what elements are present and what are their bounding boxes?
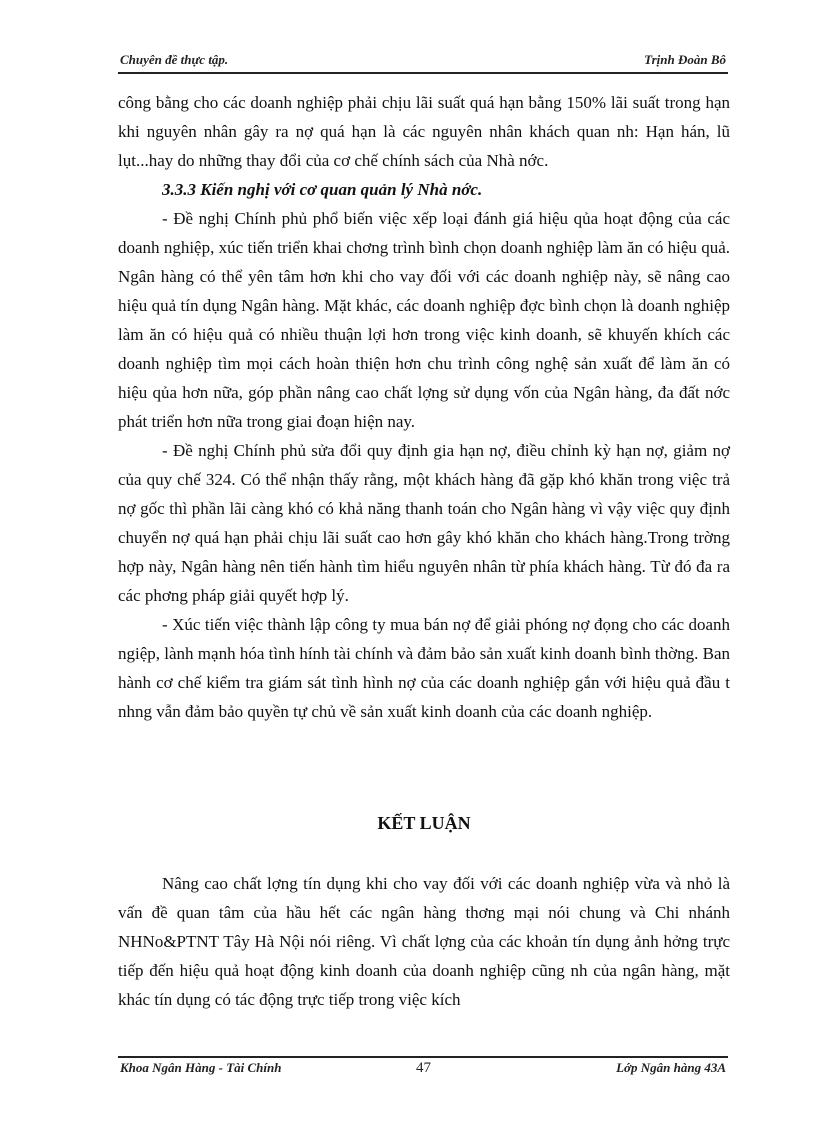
footer-right-text: Lớp Ngân hàng 43A [616,1060,726,1075]
page-footer [118,1056,728,1080]
paragraph-2: - Đề nghị Chính phủ phổ biến việc xếp loại đánh giá hiệu qủa hoạt động của các doanh nghiệp, xúc tiến triển khai chơng trình bình chọn doanh nghiệp làm ăn có hiệu quả. Ngân hàng có thể yên tâm hơn khi cho vay đối với các doanh nghiệp này, sẽ nâng cao hiệu quả tín dụng Ngân hàng. Mặt khác, các doanh nghiệp đợc bình chọn là doanh nghiệp làm ăn có hiệu quả có nhiều thuận lợi hơn trong việc kinh doanh, sẽ khuyến khích các doanh nghiệp tìm mọi cách hoàn thiện hơn chu trình công nghệ sản xuất để làm ăn có hiệu qủa hơn nữa, góp phần nâng cao chất lợng sử dụng vốn của Ngân hàng, đa đất nớc phát triển hơn nữa trong giai đoạn hiện nay. [118,209,730,431]
footer-left-text: Khoa Ngân Hàng - Tài Chính [120,1060,282,1075]
paragraph-3: - Đề nghị Chính phủ sửa đổi quy định gia hạn nợ, điều chỉnh kỳ hạn nợ, giảm nợ của quy chế 324. Có thể nhận thấy rằng, một khách hàng đã gặp khó khăn trong việc trả nợ gốc thì phần lãi càng khó có khả năng thanh toán cho Ngân hàng vì vậy việc quy định chuyển nợ quá hạn phải chịu lãi suất cao hơn gây khó khăn cho khách hàng.Trong trờng hợp này, Ngân hàng nên tiến hành tìm hiểu nguyên nhân từ phía khách hàng. Từ đó đa ra các phơng pháp giải quyết hợp lý. [118,441,730,605]
page-content [118,88,730,1014]
paragraph-1: công bằng cho các doanh nghiệp phải chịu lãi suất quá hạn bằng 150% lãi suất trong hạn khi nguyên nhân gây ra nợ quá hạn là các nguyên nhân khách quan nh: Hạn hán, lũ lụt...hay do những thay đổi của cơ chế chính sách của Nhà nớc. [118,93,730,170]
page-number: 47 [416,1060,431,1076]
paragraph-5: Nâng cao chất lợng tín dụng khi cho vay đối với các doanh nghiệp vừa và nhỏ là vấn đề quan tâm của hầu hết các ngân hàng thơng mại nói chung và Chi nhánh NHNo&PTNT Tây Hà Nội nói riêng. Vì chất lợng của các khoản tín dụng ảnh hởng trực tiếp đến hiệu quả hoạt động kinh doanh của doanh nghiệp cũng nh của ngân hàng, mặt khác tín dụng có tác động trực tiếp trong việc kích [118,874,730,1009]
paragraph-4: - Xúc tiến việc thành lập công ty mua bán nợ để giải phóng nợ đọng cho các doanh ngiệp, lành mạnh hóa tình hính tài chính và đảm bảo sản xuất kinh doanh bình thờng. Ban hành cơ chế kiểm tra giám sát tình hình nợ của các doanh nghiệp gắn với hiệu quả đầu t nhng vẫn đảm bảo quyền tự chủ về sản xuất kinh doanh của các doanh nghiệp. [118,615,730,721]
conclusion-title: KẾT LUẬN [377,813,471,833]
section-heading: 3.3.3 Kiến nghị với cơ quan quản lý Nhà nớc. [162,180,483,199]
header-right-text: Trịnh Đoàn Bô [644,52,726,67]
header-left-text: Chuyên đề thực tập. [120,52,229,67]
page-header [118,48,728,74]
